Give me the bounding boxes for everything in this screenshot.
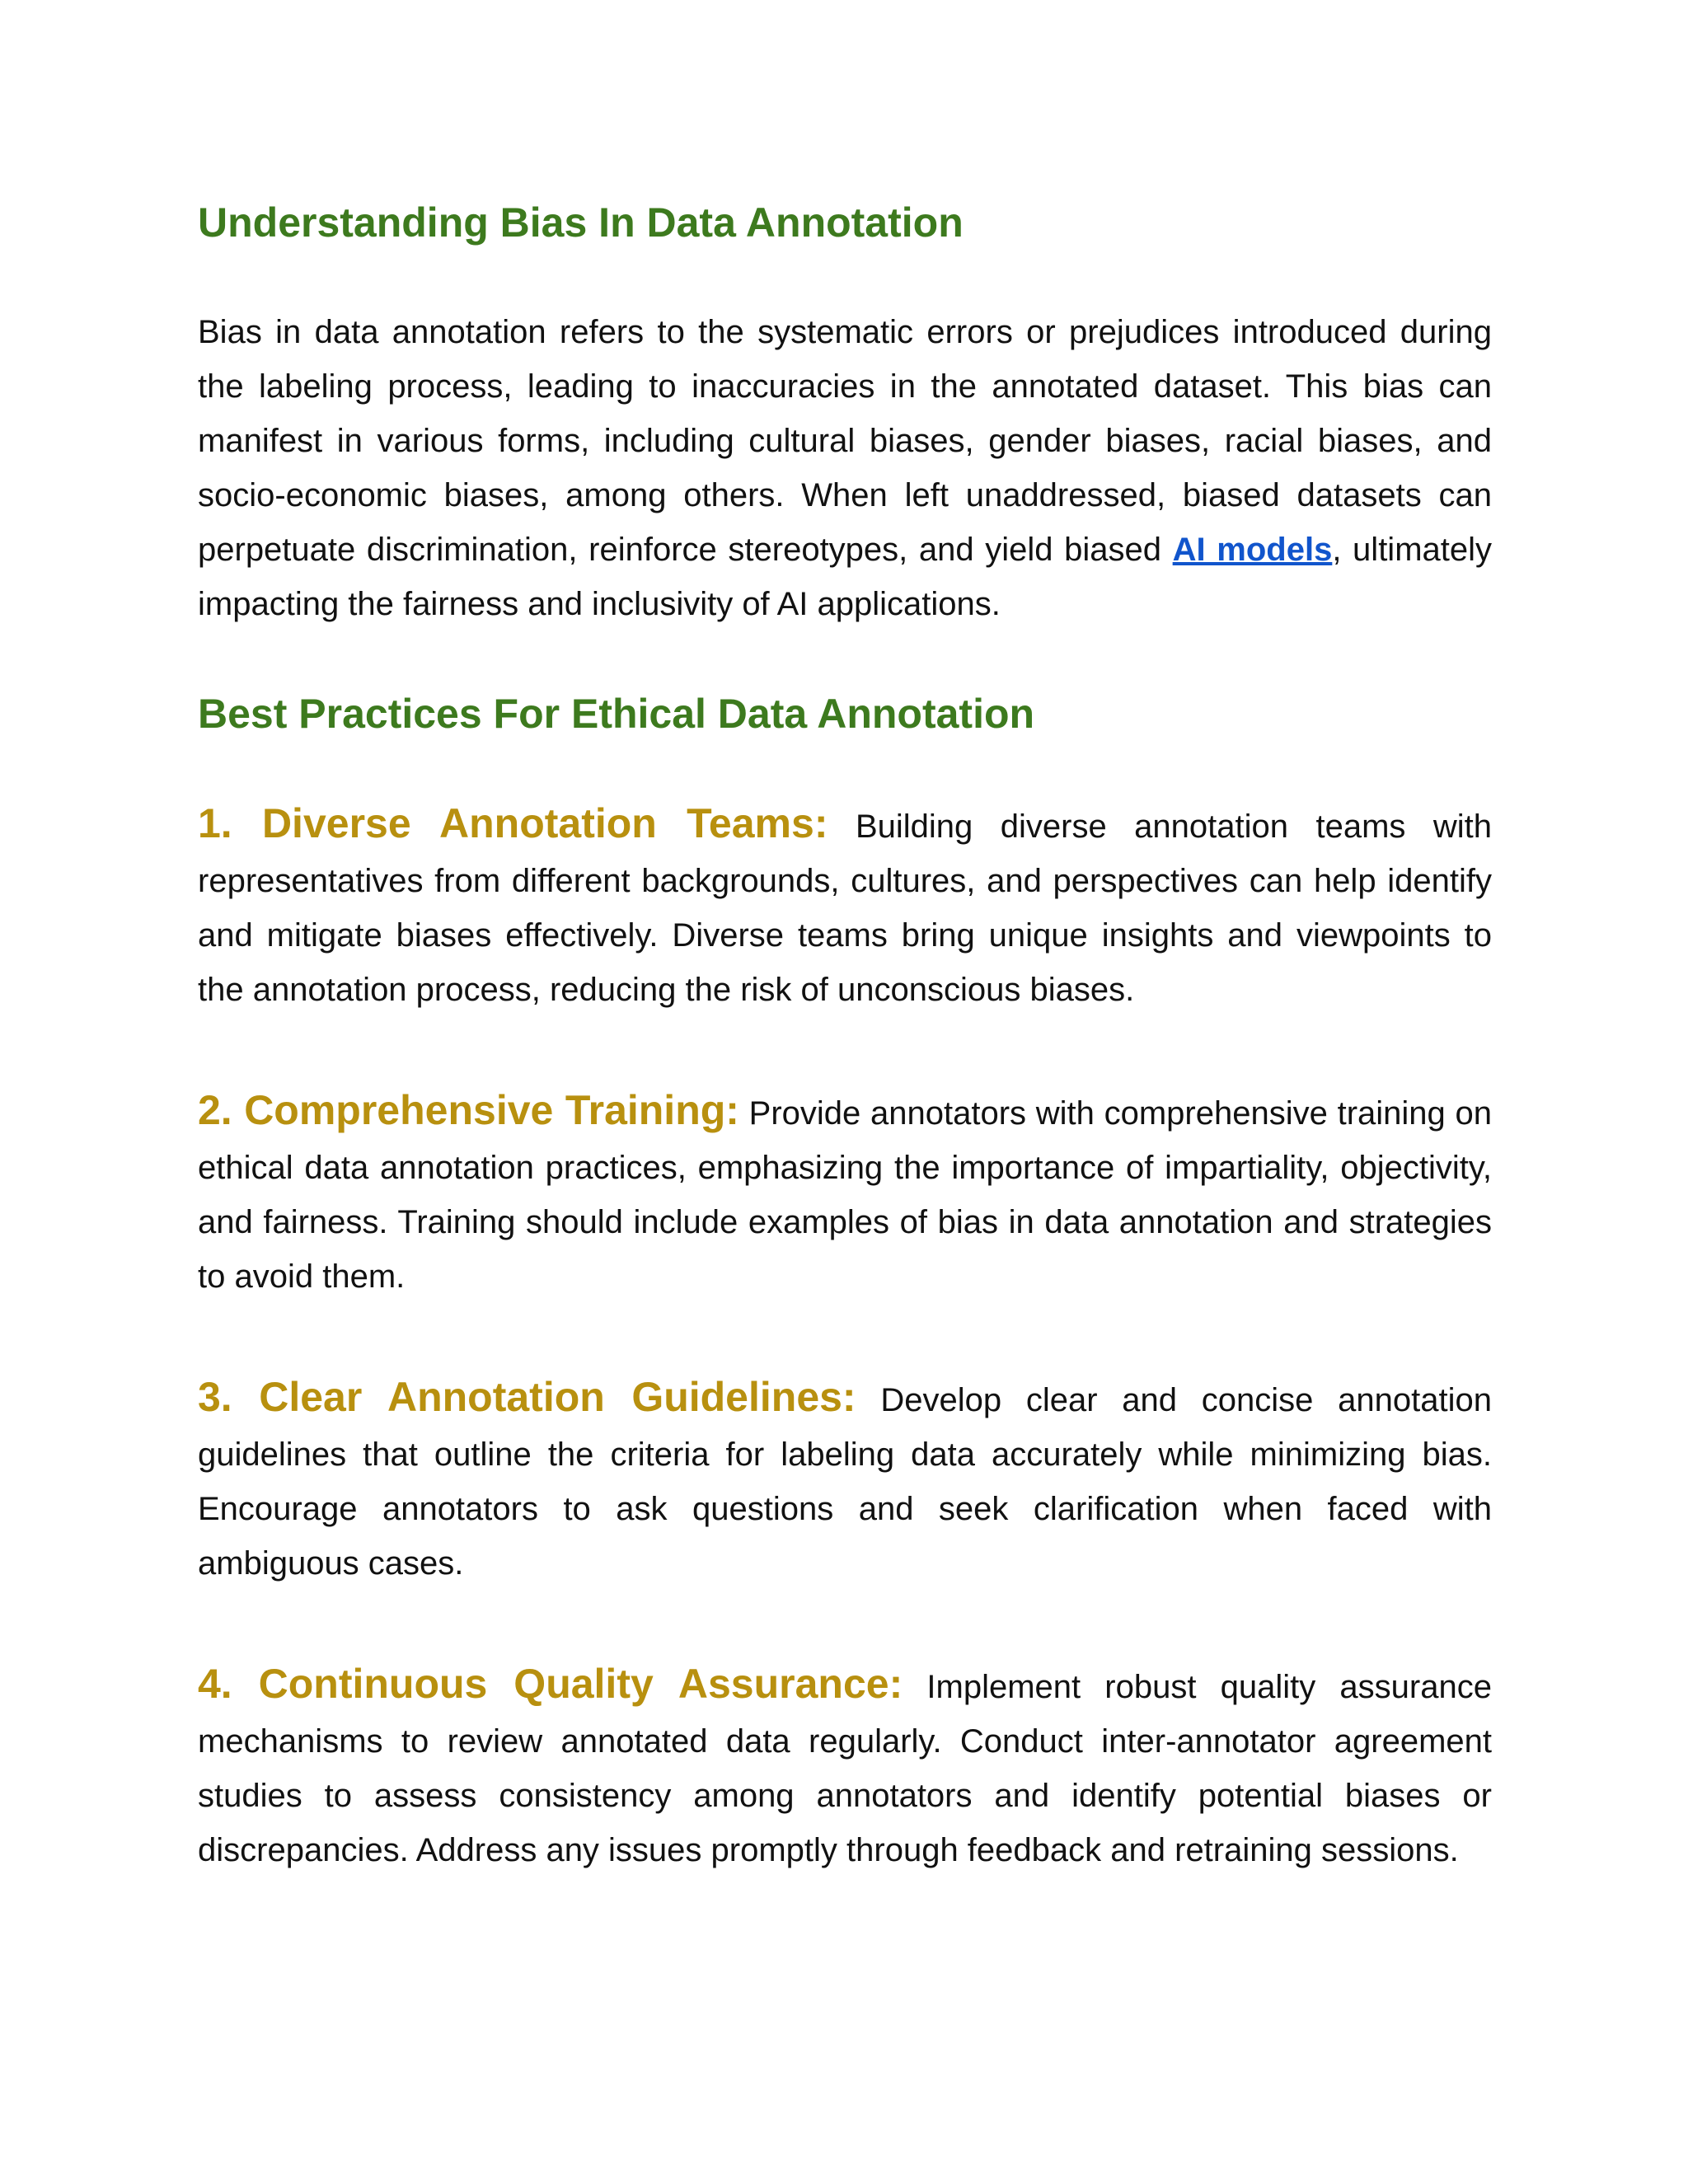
section-heading-best-practices: Best Practices For Ethical Data Annotation <box>198 691 1035 737</box>
practice-item-title: 1. Diverse Annotation Teams: <box>198 800 828 846</box>
ai-models-link[interactable]: AI models <box>1172 532 1333 568</box>
intro-paragraph <box>198 305 1492 631</box>
practice-item-quality-assurance <box>198 1657 1492 1877</box>
intro-text-before-link: Bias in data annotation refers to the systematic errors or prejudices introduced during the labeling process, leading to inaccuracies in the annotated dataset. This bias can manifest in various forms, including cultural biases, gender biases, racial biases, and socio-economic biases, among others. When left unaddressed, biased datasets can perpetuate discrimination, reinforce stereotypes, and yield biased <box>198 314 1492 568</box>
practice-item-title: 3. Clear Annotation Guidelines: <box>198 1374 856 1420</box>
practice-item-text: Implement robust quality assurance mechanisms to review annotated data regularly. Conduct inter-annotator agreement studies to assess consistency among annotators and identify potential biases or discrepancies. Address any issues promptly through feedback and retraining sessions. <box>198 1669 1492 1868</box>
practice-item-clear-guidelines <box>198 1370 1492 1591</box>
intro-text-after-link: , ultimately impacting the fairness and inclusivity of AI applications. <box>198 532 1493 622</box>
practice-item-text: Develop clear and concise annotation guidelines that outline the criteria for labeling data accurately while minimizing bias. Encourage annotators to ask questions and seek clarification when faced with ambiguous cases. <box>198 1382 1492 1582</box>
section-heading-understanding-bias: Understanding Bias In Data Annotation <box>198 199 964 246</box>
practice-item-title: 4. Continuous Quality Assurance: <box>198 1661 903 1707</box>
practice-item-text: Provide annotators with comprehensive training on ethical data annotation practices, emphasizing the importance of impartiality, objectivity, and fairness. Training should include examples of bias in data annotation and strategies to avoid them. <box>198 1095 1492 1295</box>
practice-item-comprehensive-training <box>198 1083 1492 1304</box>
practice-item-title: 2. Comprehensive Training: <box>198 1087 739 1133</box>
document-page <box>198 198 1492 1877</box>
practice-item-diverse-teams <box>198 796 1492 1017</box>
practice-item-text: Building diverse annotation teams with representatives from different backgrounds, cultures, and perspectives can help identify and mitigate biases effectively. Diverse teams bring unique insights and viewpoints to the annotation process, reducing the risk of unconscious biases. <box>198 808 1492 1008</box>
